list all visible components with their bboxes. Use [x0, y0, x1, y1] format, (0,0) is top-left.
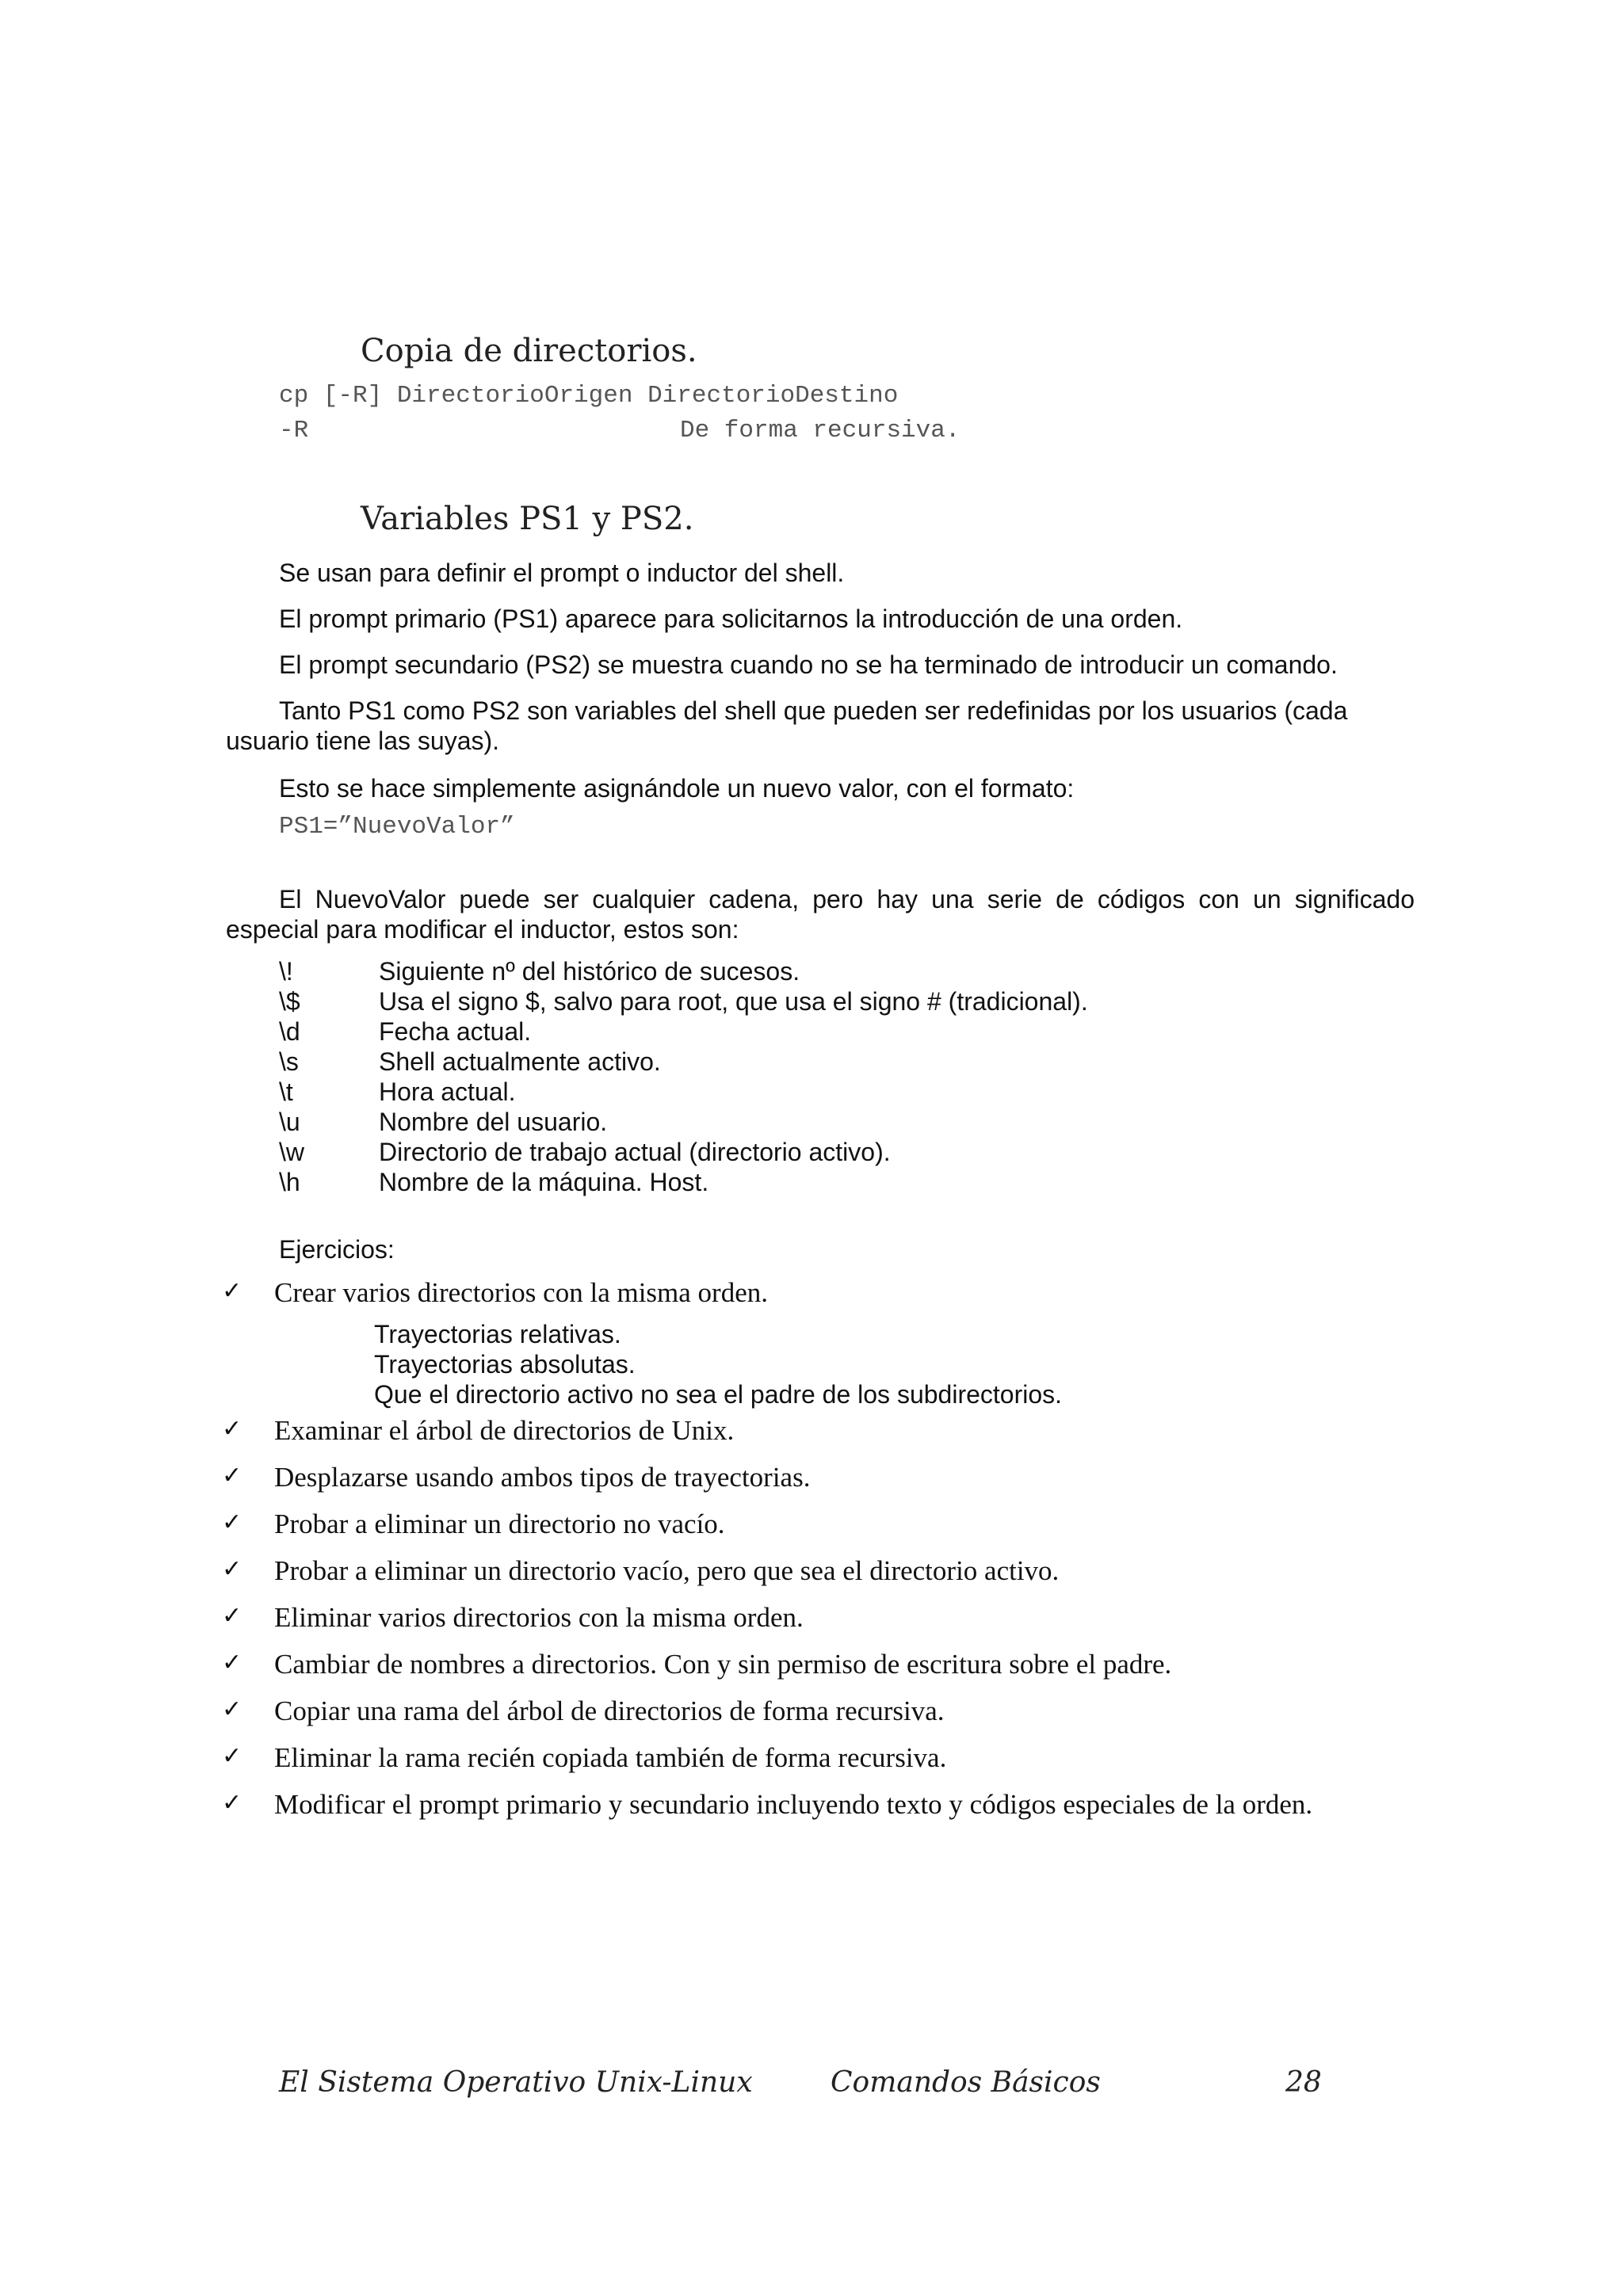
- check-icon: ✓: [222, 1602, 242, 1630]
- list-item: [279, 1017, 1388, 1047]
- list-item: [279, 987, 1388, 1017]
- check-icon: ✓: [222, 1508, 242, 1536]
- paragraph: Tanto PS1 como PS2 son variables del shell que pueden ser redefinidas por los usuarios (cada usuario tiene las suyas).: [226, 696, 1348, 755]
- list-item: [279, 1047, 1388, 1077]
- check-icon: ✓: [222, 1789, 242, 1817]
- list-item: [279, 1077, 1388, 1108]
- code-key: \u: [279, 1108, 300, 1136]
- option-description: De forma recursiva.: [680, 417, 960, 444]
- paragraph: Esto se hace simplemente asignándole un nuevo valor, con el formato:: [279, 774, 1075, 803]
- exercise-text: Eliminar varios directorios con la misma orden.: [274, 1602, 804, 1633]
- check-icon: ✓: [222, 1649, 242, 1676]
- code-key: \t: [279, 1077, 293, 1106]
- exercise-text: Cambiar de nombres a directorios. Con y sin permiso de escritura sobre el padre.: [274, 1649, 1172, 1680]
- exercise-text: Modificar el prompt primario y secundario incluyendo texto y códigos especiales de la orden.: [274, 1789, 1313, 1820]
- exercise-text: Eliminar la rama recién copiada también de forma recursiva.: [274, 1742, 947, 1773]
- code-key: \!: [279, 957, 293, 986]
- prompt-codes-list: [279, 957, 1388, 1198]
- check-icon: ✓: [222, 1415, 242, 1443]
- exercise-text: Probar a eliminar un directorio vacío, pero que sea el directorio activo.: [274, 1555, 1060, 1586]
- paragraph: El prompt secundario (PS2) se muestra cuando no se ha terminado de introducir un comando.: [279, 650, 1338, 679]
- list-item: [279, 1138, 1388, 1168]
- check-icon: ✓: [222, 1742, 242, 1770]
- code-key: \$: [279, 987, 300, 1016]
- code-description: Shell actualmente activo.: [379, 1047, 661, 1076]
- list-item: [279, 1168, 1388, 1198]
- paragraph: El prompt primario (PS1) aparece para solicitarnos la introducción de una orden.: [279, 605, 1183, 633]
- section-title-ps: Variables PS1 y PS2.: [361, 501, 694, 537]
- exercise-subitem: Que el directorio activo no sea el padre de los subdirectorios.: [374, 1380, 1063, 1409]
- footer-book-title: El Sistema Operativo Unix-Linux: [279, 2066, 753, 2099]
- code-key: \d: [279, 1017, 300, 1046]
- exercise-text: Crear varios directorios con la misma orden.: [274, 1277, 768, 1308]
- ps1-code-example: PS1=”NuevoValor”: [279, 813, 515, 841]
- section-title-copia: Copia de directorios.: [361, 333, 697, 369]
- exercise-subitem: Trayectorias absolutas.: [374, 1350, 636, 1379]
- code-description: Nombre del usuario.: [379, 1108, 608, 1136]
- exercise-text: Copiar una rama del árbol de directorios de forma recursiva.: [274, 1695, 945, 1726]
- exercises-label: Ejercicios:: [279, 1235, 395, 1264]
- footer-chapter: Comandos Básicos: [831, 2066, 1101, 2099]
- command-syntax: cp [-R] DirectorioOrigen DirectorioDestino: [279, 382, 899, 410]
- exercise-subitem: Trayectorias relativas.: [374, 1320, 621, 1348]
- code-key: \h: [279, 1168, 300, 1196]
- code-description: Usa el signo $, salvo para root, que usa el signo # (tradicional).: [379, 987, 1088, 1016]
- exercise-text: Desplazarse usando ambos tipos de trayectorias.: [274, 1462, 811, 1493]
- list-item: [279, 957, 1388, 987]
- code-description: Fecha actual.: [379, 1017, 532, 1046]
- check-icon: ✓: [222, 1695, 242, 1723]
- code-description: Nombre de la máquina. Host.: [379, 1168, 709, 1196]
- paragraph: El NuevoValor puede ser cualquier cadena, pero hay una serie de códigos con un significado especial para modificar el inductor, estos son:: [226, 885, 1415, 944]
- exercise-text: Probar a eliminar un directorio no vacío.: [274, 1508, 725, 1539]
- code-description: Hora actual.: [379, 1077, 516, 1106]
- paragraph: Se usan para definir el prompt o inductor del shell.: [279, 559, 845, 587]
- check-icon: ✓: [222, 1555, 242, 1583]
- page-number: 28: [1285, 2066, 1322, 2099]
- check-icon: ✓: [222, 1462, 242, 1489]
- code-description: Directorio de trabajo actual (directorio activo).: [379, 1138, 891, 1166]
- exercise-text: Examinar el árbol de directorios de Unix.: [274, 1415, 735, 1446]
- check-icon: ✓: [222, 1277, 242, 1305]
- code-key: \s: [279, 1047, 299, 1076]
- list-item: [279, 1108, 1388, 1138]
- option-flag: -R: [279, 417, 309, 444]
- code-description: Siguiente nº del histórico de sucesos.: [379, 957, 800, 986]
- code-key: \w: [279, 1138, 304, 1166]
